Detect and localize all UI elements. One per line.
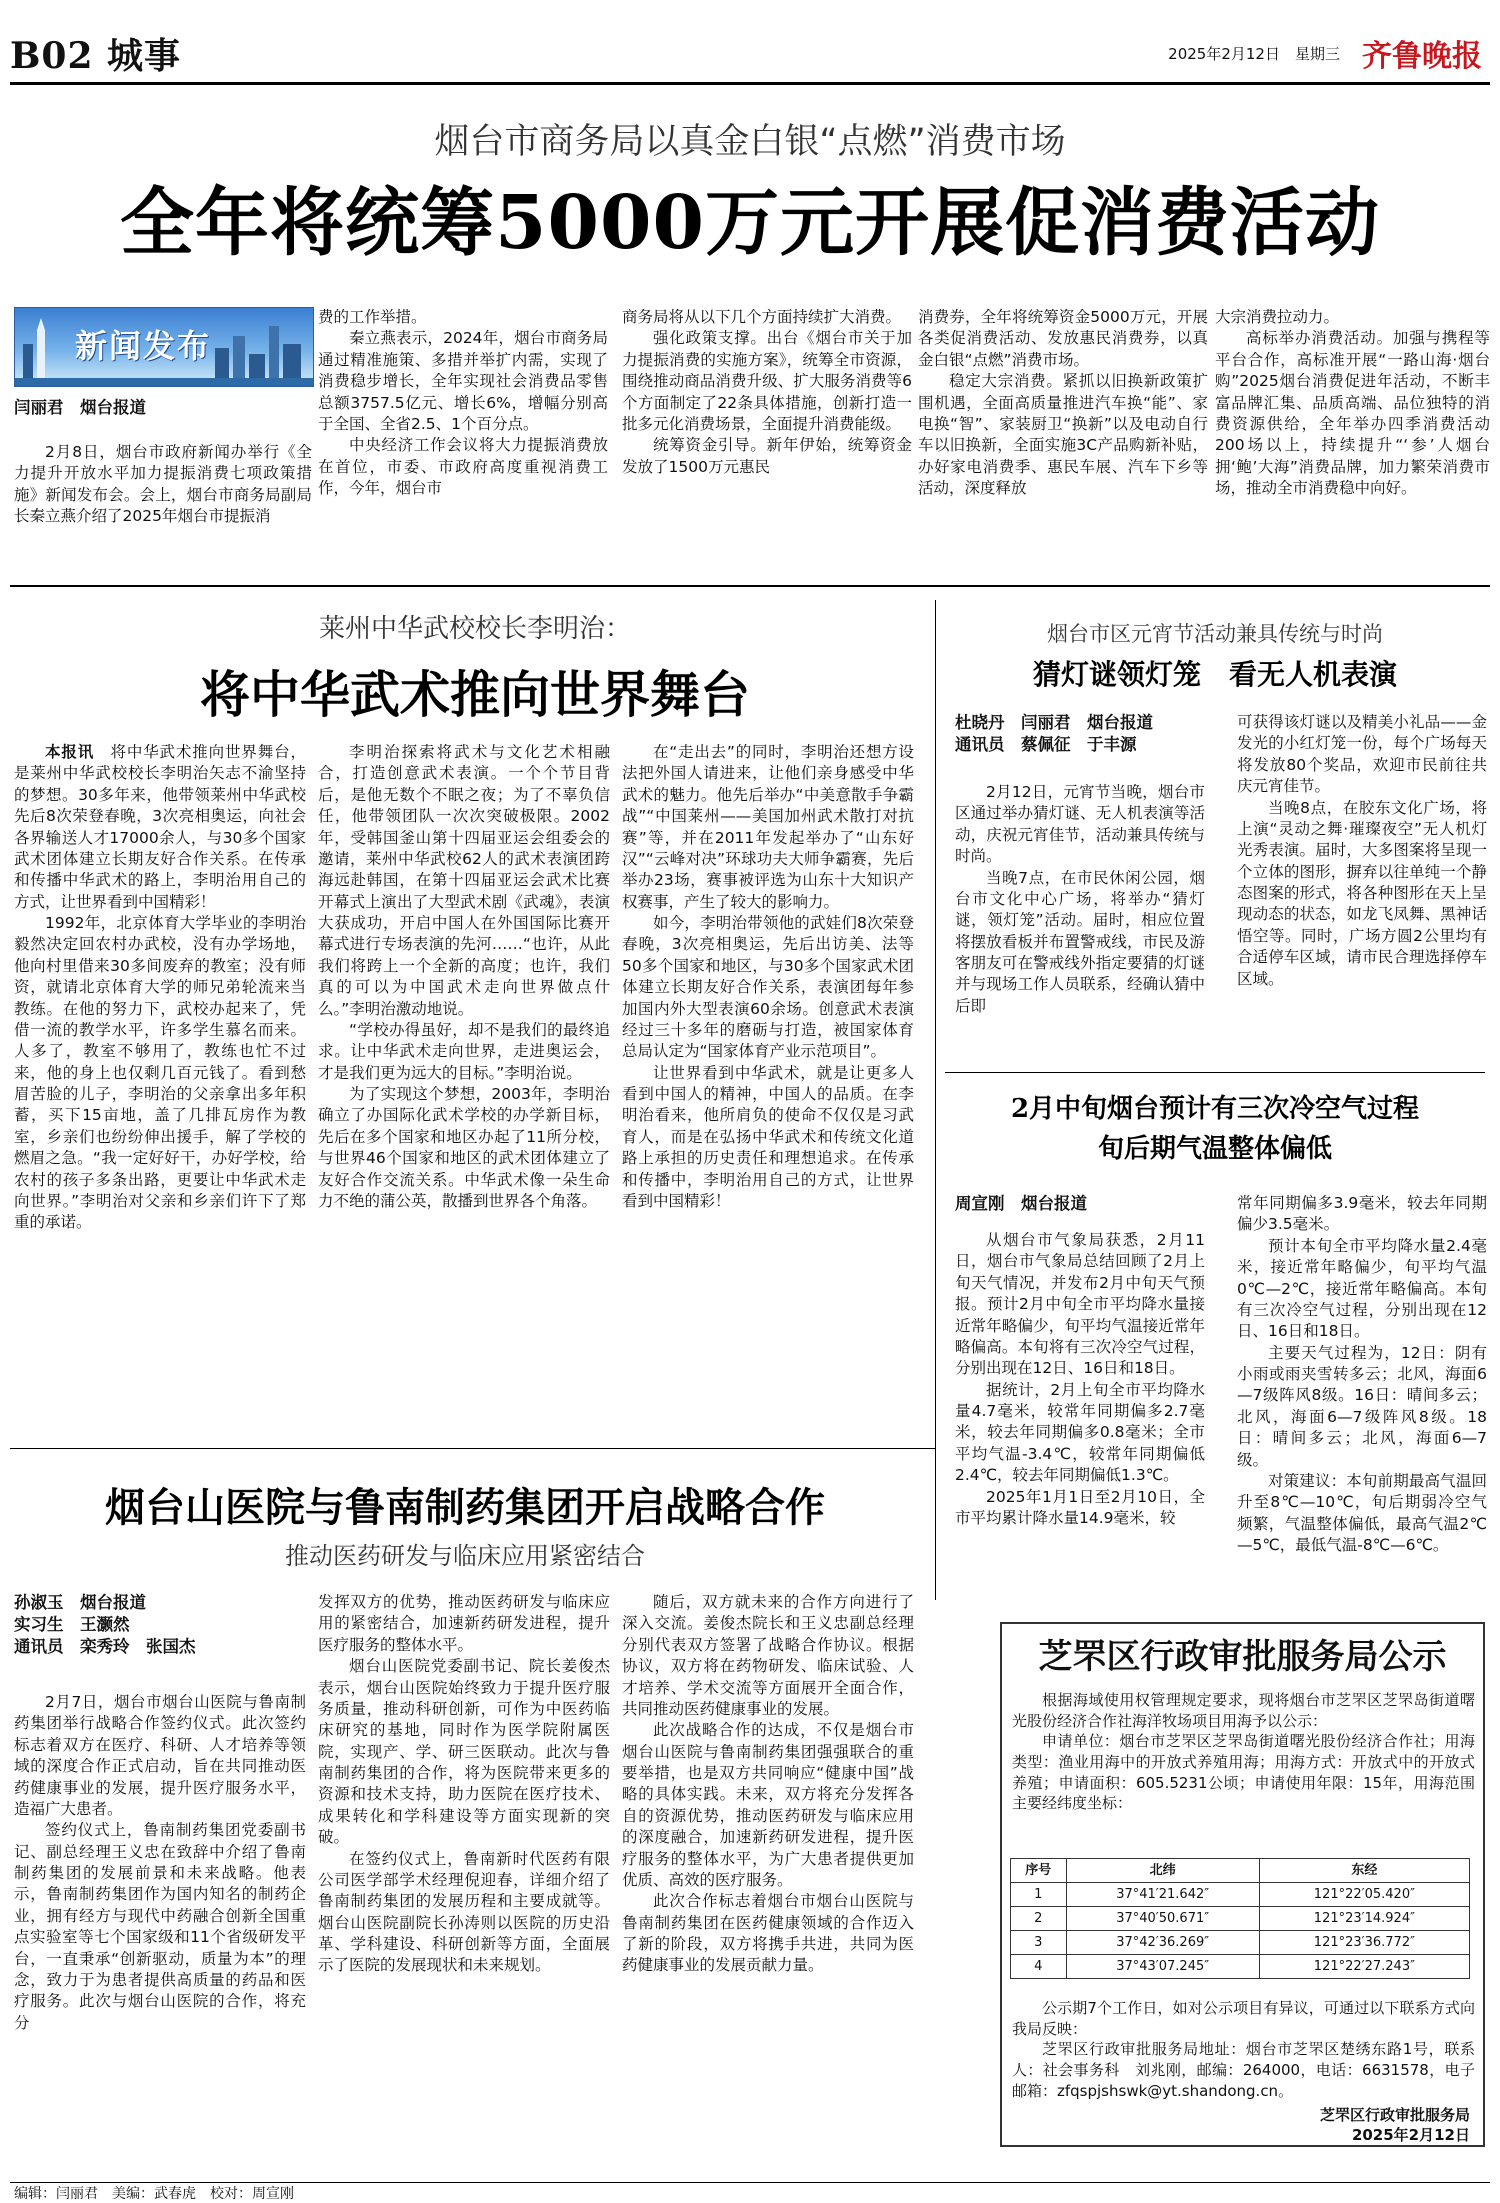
paragraph: 1992年，北京体育大学毕业的李明治毅然决定回农村办武校，没有办学场地，他向村里借来30多间废弃的教室；没有师资，就请北京体育大学的师兄弟轮流来当教练。在他的努力下，武校办起来了，凭借一流的教学水平，许多学生慕名而来。人多了，教室不够用了，教练也忙不过来，他的身上也仅剩几百元钱了。看到愁眉苦脸的儿子，李明治的父亲拿出多年积蓄，买下15亩地，盖了几排瓦房作为教室，乡亲们也纷纷伸出援手，解了学校的燃眉之急。“我一定好好干，办好学校，给农村的孩子多条出路，更要让中华武术走向世界。”李明治对父亲和乡亲们许下了郑重的承诺。 xyxy=(14,914,306,1232)
paragraph: 如今，李明治带领他的武娃们8次荣登春晚，3次亮相奥运，先后出访美、法等50多个国家和地区，与30多个国家武术团体建立长期友好合作关系，表演团每年参加国内外大型表演60余场。创意武术表演经过三十多年的磨砺与打造，被国家体育总局认定为“国家体育产业示范项目”。 xyxy=(622,914,914,1061)
cell: 1 xyxy=(1011,1883,1067,1907)
paragraph: 统筹资金引导。新年伊始，统筹资金发放了1500万元惠民 xyxy=(622,436,912,476)
a2-col-2 xyxy=(318,742,610,1432)
byline-line: 杜晓丹 闫丽君 烟台报道 xyxy=(955,713,1153,732)
a1-col-5 xyxy=(1215,307,1490,562)
cell: 121°23′14.924″ xyxy=(1259,1907,1469,1931)
a3-col-2 xyxy=(1237,712,1487,1092)
a1-deck: 烟台市商务局以真金白银“点燃”消费市场 xyxy=(434,122,1066,162)
signature-org: 芝罘区行政审批服务局 xyxy=(1319,2106,1470,2124)
a5-headline: 烟台山医院与鲁南制药集团开启战略合作 xyxy=(105,1484,825,1531)
notice-title: 芝罘区行政审批服务局公示 xyxy=(1038,1637,1447,1677)
paragraph: 2025年1月1日至2月10日，全市平均累计降水量14.9毫米，较 xyxy=(955,1487,1205,1527)
notice-body xyxy=(1012,1690,1475,1855)
paragraph: 在签约仪式上，鲁南新时代医药有限公司医学部学术经理倪迎春，详细介绍了鲁南制药集团的发展历程和主要成就等。烟台山医院副院长孙涛则以医院的历史沿革、学科建设、科研创新等方面，全面展示了医院的发展现状和未来规划。 xyxy=(318,1849,610,1975)
paragraph: 2月8日，烟台市政府新闻办举行《全力提升开放水平加力提振消费七项政策措施》新闻发布会。会上，烟台市商务局副局长秦立燕介绍了2025年烟台市提振消 xyxy=(14,443,312,526)
paragraph: 据统计，2月上旬全市平均降水量4.7毫米，较常年同期偏多2.7毫米，较去年同期偏多0.8毫米；全市平均气温-3.4℃，较常年同期偏低2.4℃，较去年同期偏低1.3℃。 xyxy=(955,1380,1205,1485)
a5-col-3 xyxy=(622,1592,914,2170)
cell: 37°40′50.671″ xyxy=(1066,1907,1259,1931)
a1-headline: 全年将统筹5000万元开展促消费活动 xyxy=(120,180,1380,266)
cell: 2 xyxy=(1011,1907,1067,1931)
paragraph: 预计本旬全市平均降水量2.4毫米，接近常年略偏少，旬平均气温0℃—2℃，接近常年略偏高。本旬有三次冷空气过程，分别出现在12日、16日和18日。 xyxy=(1237,1236,1487,1341)
notice-signature xyxy=(1320,2105,1470,2146)
paragraph: 为了实现这个梦想，2003年，李明治确立了办国际化武术学校的办学新目标，先后在多个国家和地区办起了11所分校，与世界46个国家和地区的武术团体建立了友好合作交流关系。中华武术像一朵生命力不绝的蒲公英，散播到世界各个角落。 xyxy=(318,1085,610,1210)
a2-headline: 将中华武术推向世界舞台 xyxy=(200,665,750,724)
cell: 121°22′27.243″ xyxy=(1259,1955,1469,1979)
paragraph: 高标举办消费活动。加强与携程等平台合作，高标准开展“一路山海·烟台购”2025烟台消费促进年活动，不断丰富品牌汇集、品质高端、品位独特的消费资源供给，全年举办四季消费活动200场以上，持续提升“‘参’人烟台 拥‘鲍’大海”消费品牌，加力繁荣消费市场，推动全市消费稳中向好。 xyxy=(1215,329,1490,497)
paragraph: 稳定大宗消费。紧抓以旧换新政策扩围机遇，全面高质量推进汽车换“能”、家电换“智”、家装厨卫“换新”以及电动自行车以旧换新，全面实施3C产品购新补贴，办好家电消费季、惠民车展、汽车下乡等活动，深度释放 xyxy=(918,372,1208,497)
table-row xyxy=(1011,1955,1470,1979)
a2-col-1 xyxy=(14,742,306,1432)
section-rule xyxy=(945,1072,1485,1073)
byline-line: 通讯员 栾秀玲 张国杰 xyxy=(14,1636,196,1656)
paragraph: 中央经济工作会议将大力提振消费放在首位，市委、市政府高度重视消费工作，今年，烟台市 xyxy=(318,436,608,497)
paragraph: 此次合作标志着烟台市烟台山医院与鲁南制药集团在医药健康领域的合作迈入了新的阶段，双方将携手共进，共同为医药健康事业的发展贡献力量。 xyxy=(622,1892,914,1975)
cell: 121°22′05.420″ xyxy=(1259,1883,1469,1907)
a3-headline: 猜灯谜领灯笼 看无人机表演 xyxy=(1032,658,1397,691)
cell: 121°23′36.772″ xyxy=(1259,1931,1469,1955)
editor-credits: 编辑：闫丽君 美编：武春虎 校对：周宣刚 xyxy=(14,2186,294,2202)
a4-col-1 xyxy=(955,1230,1205,1606)
a3-byline xyxy=(955,712,1215,756)
paragraph: 2月7日，烟台市烟台山医院与鲁南制药集团举行战略合作签约仪式。此次签约标志着双方在医疗、科研、人才培养等领域的深度合作正式启动，旨在共同推动医药健康事业的发展，提升医疗服务水平，造福广大患者。 xyxy=(14,1693,306,1818)
col-header: 序号 xyxy=(1011,1859,1067,1883)
a5-subtitle: 推动医药研发与临床应用紧密结合 xyxy=(285,1542,645,1570)
a4-headline-2: 旬后期气温整体偏低 xyxy=(1097,1134,1332,1164)
paragraph: 当晚8点，在胶东文化广场，将上演“灵动之舞·璀璨夜空”无人机灯光秀表演。届时，大多图案将呈现一个立体的图形，摒弃以往单纯一个静态图案的形式，将各种图形在天上呈现动态的状态，如龙飞凤舞、黑神话悟空等。同时，广场方圆2公里均有合适停车区域，请市民合理选择停车区域。 xyxy=(1237,798,1487,988)
table-row xyxy=(1011,1907,1470,1931)
table-row xyxy=(1011,1931,1470,1955)
a2-col-3 xyxy=(622,742,914,1432)
col-header: 北纬 xyxy=(1066,1859,1259,1883)
column-divider xyxy=(935,600,936,1600)
paragraph: 此次战略合作的达成，不仅是烟台市烟台山医院与鲁南制药集团强强联合的重要举措，也是双方共同响应“健康中国”战略的具体实践。未来，双方将充分发挥各自的资源优势，推动医药研发与临床应用的深度融合，加速新药研发进程，提升医疗服务的整体水平，为广大患者提供更加优质、高效的医疗服务。 xyxy=(622,1721,914,1889)
paragraph: 2月12日，元宵节当晚，烟台市区通过举办猜灯谜、无人机表演等活动，庆祝元宵佳节，活动兼具传统与时尚。 xyxy=(955,783,1205,866)
paragraph: 随后，双方就未来的合作方向进行了深入交流。姜俊杰院长和王义忠副总经理分别代表双方签署了战略合作协议。根据协议，双方将在药物研发、临床试验、人才培养、学术交流等方面展开全面合作，共同推动医药健康事业的发展。 xyxy=(622,1593,914,1718)
paragraph: 李明治探索将武术与文化艺术相融合，打造创意武术表演。一个个节目背后，是他无数个不眠之夜；为了不辜负信任，他带领团队一次次突破极限。2002年，受韩国釜山第十四届亚运会组委会的邀请，莱州中华武校62人的武术表演团跨海远赴韩国，在第十四届亚运会武术比赛开幕式上演出了大型武术剧《武魂》，表演大获成功，开启中国人在外国国际比赛开幕式进行专场表演的先河……“也许，从此我们将跨上一个全新的高度；也许，我们真的可以为中国武术走向世界做点什么。”李明治激动地说。 xyxy=(318,743,610,1018)
a1-col-2 xyxy=(318,307,608,562)
paragraph: 商务局将从以下几个方面持续扩大消费。 xyxy=(622,308,902,326)
byline-line: 通讯员 蔡佩征 于丰源 xyxy=(955,734,1137,754)
paragraph: 让世界看到中华武术，就是让更多人看到中国人的精神，中国人的品质。在李明治看来，他所肩负的使命不仅仅是习武育人，而是在弘扬中华武术和传统文化道路上承担的历史责任和理想追求。在传承和传播中，李明治用自己的方式，让世界看到中国精彩！ xyxy=(622,1063,914,1210)
paragraph: 根据海域使用权管理规定要求，现将烟台市芝罘区芝罘岛街道曙光股份经济合作社海洋牧场项目用海予以公示： xyxy=(1012,1691,1475,1730)
a1-col-3 xyxy=(622,307,912,562)
a4-col-2 xyxy=(1237,1193,1487,1606)
byline-line: 实习生 王灏然 xyxy=(14,1614,130,1634)
dateline: 本报讯 xyxy=(45,743,95,761)
coordinates-table xyxy=(1010,1858,1470,1979)
paragraph: 烟台山医院党委副书记、院长姜俊杰表示，烟台山医院始终致力于提升医疗服务质量，推动科研创新，可作为中医药临床研究的基地，同时作为医学院附属医院，实现产、学、研三医联动。此次与鲁南制药集团的合作，将为医院带来更多的资源和技术支持，助力医院在医疗技术、成果转化和学科建设等方面实现新的突破。 xyxy=(318,1657,610,1847)
cell: 4 xyxy=(1011,1955,1067,1979)
paragraph: 发挥双方的优势，推动医药研发与临床应用的紧密结合，加速新药研发进程，提升医疗服务的整体水平。 xyxy=(318,1593,610,1654)
notice-footer xyxy=(1012,1998,1475,2108)
a1-col-1 xyxy=(14,442,312,558)
paragraph: 当晚7点，在市民休闲公园，烟台市文化中心广场，将举办“猜灯谜，领灯笼”活动。届时，相应位置将摆放看板并布置警戒线，市民及游客朋友可在警戒线外指定要猜的灯谜并与现场工作人员联系，经确认猜中后即 xyxy=(955,868,1205,1015)
paragraph: 消费券，全年将统筹资金5000万元，开展各类促消费活动、发放惠民消费券，以真金白银“点燃”消费市场。 xyxy=(918,308,1208,369)
cell: 37°43′07.245″ xyxy=(1066,1955,1259,1979)
section-rule xyxy=(10,585,1490,587)
cell: 3 xyxy=(1011,1931,1067,1955)
byline-line: 孙淑玉 烟台报道 xyxy=(14,1593,146,1612)
paragraph: 常年同期偏多3.9毫米，较去年同期偏少3.5毫米。 xyxy=(1237,1194,1487,1234)
news-release-title: 新闻发布 xyxy=(75,327,212,365)
paragraph: 对策建议：本旬前期最高气温回升至8℃—10℃，旬后期弱冷空气频繁，气温整体偏低，最高气温2℃—5℃，最低气温-8℃—6℃。 xyxy=(1237,1471,1487,1554)
paragraph: “学校办得虽好，却不是我们的最终追求。让中华武术走向世界，走进奥运会，才是我们更为远大的目标。”李明治说。 xyxy=(318,1020,610,1082)
a4-headline-1: 2月中旬烟台预计有三次冷空气过程 xyxy=(1010,1094,1420,1124)
cell: 37°42′36.269″ xyxy=(1066,1931,1259,1955)
paragraph: 从烟台市气象局获悉，2月11日，烟台市气象局总结回顾了2月上旬天气情况，并发布2月中旬天气预报。预计2月中旬全市平均降水量接近常年略偏少，旬平均气温接近常年略偏高。本旬将有三次冷空气过程，分别出现在12日、16日和18日。 xyxy=(955,1231,1205,1378)
paragraph: 在“走出去”的同时，李明治还想方设法把外国人请进来，让他们亲身感受中华武术的魅力。他先后举办“中美意散手争霸战”“中国莱州——美国加州武术散打对抗赛”等，并在2011年发起举办了“山东好汉”“云峰对决”环球功夫大师争霸赛，先后举办23场，赛事被评选为山东十大知识产权赛事，产生了较大的影响力。 xyxy=(622,743,914,911)
paragraph: 芝罘区行政审批服务局地址：烟台市芝罘区楚绣东路1号，联系人：社会事务科 刘兆刚，邮编：264000，电话：6631578，电子邮箱：zfqspjshswk@yt.shandong.cn。 xyxy=(1012,2040,1475,2100)
paragraph: 申请单位：烟台市芝罘区芝罘岛街道曙光股份经济合作社；用海类型：渔业用海中的开放式养殖用海；用海方式：开放式中的开放式养殖；申请面积：605.5231公顷；申请使用年限：15年，用海范围主要经纬度坐标： xyxy=(1012,1732,1475,1813)
a5-col-1 xyxy=(14,1692,306,2170)
a2-deck: 莱州中华武校校长李明治： xyxy=(318,614,631,644)
a5-col-2 xyxy=(318,1592,610,2170)
section-rule xyxy=(10,1448,935,1449)
a1-byline: 闫丽君 烟台报道 xyxy=(14,398,146,417)
paragraph: 大宗消费拉动力。 xyxy=(1215,308,1340,326)
table-header-row xyxy=(1011,1859,1470,1883)
paragraph: 强化政策支撑。出台《烟台市关于加力提振消费的实施方案》，统筹全市资源，围绕推动商品消费升级、扩大服务消费等6个方面制定了22条具体措施，创新打造一批多元化消费场景，全面提升消费能级。 xyxy=(622,329,912,433)
a3-deck: 烟台市区元宵节活动兼具传统与时尚 xyxy=(1047,622,1383,646)
paragraph: 公示期7个工作日，如对公示项目有异议，可通过以下联系方式向我局反映： xyxy=(1012,1999,1475,2038)
issue-date: 2025年2月12日 星期三 xyxy=(1168,45,1340,63)
signature-date: 2025年2月12日 xyxy=(1351,2126,1470,2145)
table-row xyxy=(1011,1883,1470,1907)
col-header: 东经 xyxy=(1259,1859,1469,1883)
paragraph: 费的工作举措。 xyxy=(318,308,427,326)
footer-rule xyxy=(10,2182,1490,2183)
a5-byline xyxy=(14,1592,304,1657)
a1-col-4 xyxy=(918,307,1208,562)
paragraph: 签约仪式上，鲁南制药集团党委副书记、副总经理王义忠在致辞中介绍了鲁南制药集团的发展前景和未来战略。他表示，鲁南制药集团作为国内知名的制药企业，拥有经方与现代中药融合创新全国重点实验室等七个国家级和11个省级研发平台，一直秉承“创新驱动，质量为本”的理念，致力于为患者提供高质量的药品和医疗服务。此次与烟台山医院的合作，将充分 xyxy=(14,1821,306,2032)
paragraph: 可获得该灯谜以及精美小礼品——金发光的小红灯笼一份，每个广场每天将发放80个奖品，欢迎市民前往共庆元宵佳节。 xyxy=(1237,713,1487,796)
a4-byline: 周宣刚 烟台报道 xyxy=(955,1194,1087,1213)
section-label: B02 城事 xyxy=(10,35,182,77)
paragraph: 本报讯 将中华武术推向世界舞台，是莱州中华武校校长李明治矢志不渝坚持的梦想。30多年来，他带领莱州中华武校先后8次荣登春晚，3次亮相奥运，向社会各界输送人才17000余人，与30多个国家武术团体建立长期友好合作关系。在传承和传播中华武术的路上，李明治用自己的方式，让世界看到中国精彩！ xyxy=(14,743,306,911)
paragraph: 主要天气过程为，12日：阴有小雨或雨夹雪转多云；北风，海面6—7级阵风8级。16日：晴间多云；北风，海面6—7级阵风8级。18日：晴间多云；北风，海面6—7级。 xyxy=(1237,1343,1487,1469)
paragraph: 秦立燕表示，2024年，烟台市商务局通过精准施策、多措并举扩内需，实现了消费稳步增长，全年实现社会消费品零售总额3757.5亿元、增长6%，增幅分别高于全国、全省2.5、1个百分点。 xyxy=(318,329,608,433)
header-rule xyxy=(10,82,1490,85)
newspaper-logo: 齐鲁晚报 xyxy=(1362,39,1482,74)
cell: 37°41′21.642″ xyxy=(1066,1883,1259,1907)
a3-col-1 xyxy=(955,782,1205,1072)
news-release-badge xyxy=(14,307,314,387)
